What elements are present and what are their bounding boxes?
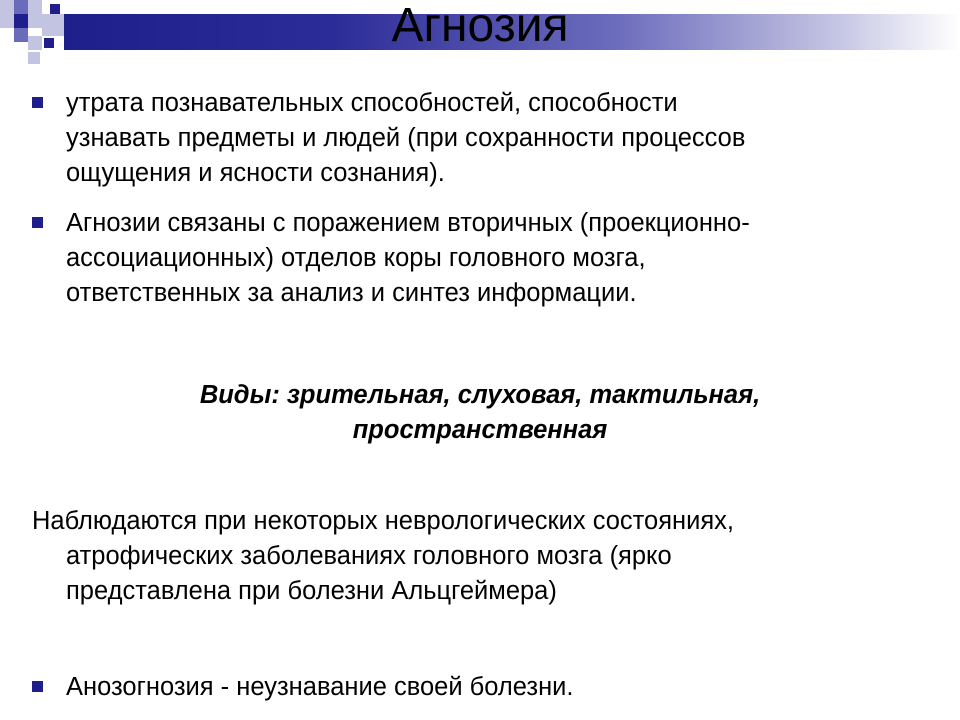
observation-line: Наблюдаются при некоторых неврологических состояниях,: [32, 507, 735, 535]
bullet-line: ответственных за анализ и синтез информации.: [66, 279, 637, 307]
bullet-item: [32, 86, 932, 191]
bullet-square-icon: [32, 681, 43, 692]
bullet-item: [32, 206, 932, 311]
bullet-line: ощущения и ясности сознания).: [66, 159, 445, 187]
observation-line: представлена при болезни Альцгеймера): [66, 577, 557, 605]
bullet-line: ассоциационных) отделов коры головного мозга,: [66, 244, 646, 272]
observation-line: атрофических заболеваниях головного мозга (ярко: [66, 542, 672, 570]
bullet-line: Анозогнозия - неузнавание своей болезни.: [66, 673, 574, 701]
types-line: пространственная: [352, 416, 608, 444]
types-heading: [80, 378, 880, 448]
bullet-square-icon: [32, 97, 43, 108]
bullet-square-icon: [32, 217, 43, 228]
bullet-line: утрата познавательных способностей, способности: [66, 89, 678, 117]
bullet-line: узнавать предметы и людей (при сохранности процессов: [66, 124, 746, 152]
types-line: Виды: зрительная, слуховая, тактильная,: [199, 381, 761, 409]
bullet-item: [32, 670, 932, 705]
slide-title: Агнозия: [391, 0, 569, 52]
observation-paragraph: [32, 504, 932, 609]
bullet-line: Агнозии связаны с поражением вторичных (проекционно-: [66, 209, 750, 237]
